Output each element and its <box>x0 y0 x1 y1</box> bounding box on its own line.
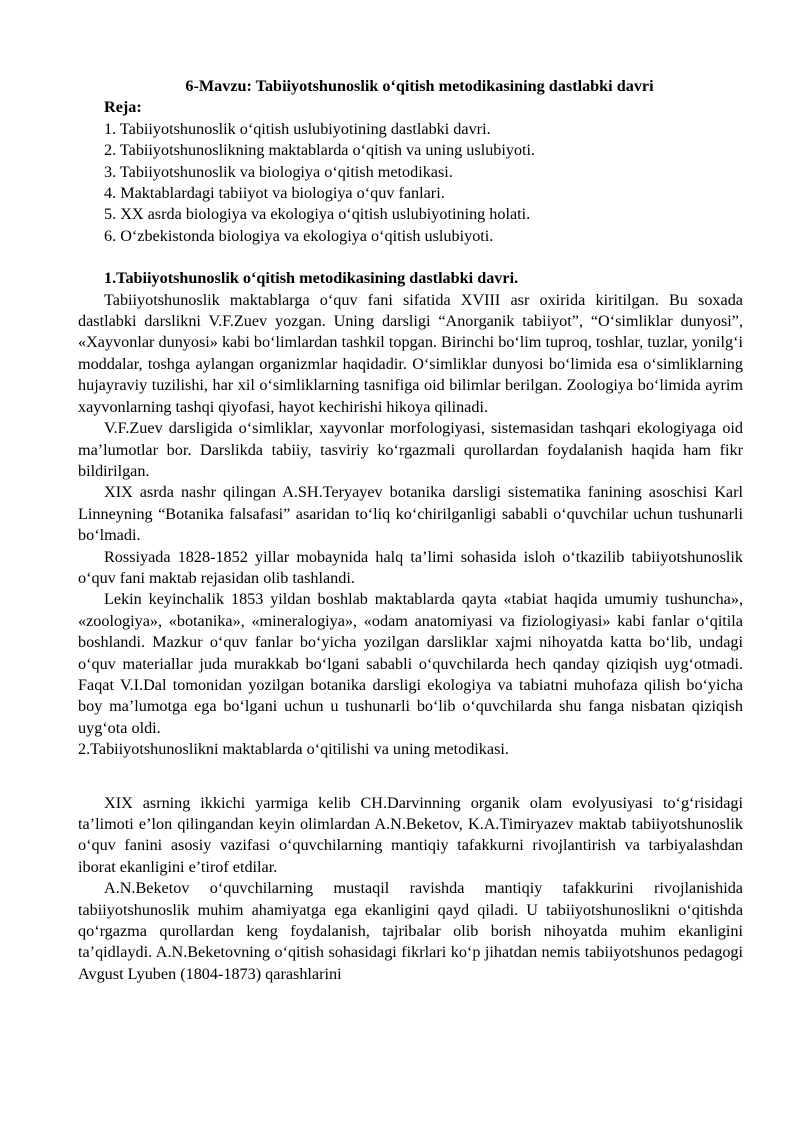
document-page <box>78 76 743 985</box>
plan-heading: Reja: <box>104 98 142 117</box>
paragraph: XIX asrning ikkichi yarmiga kelib CH.Darvinning organik olam evolyusiyasi to‘g‘risidagi ta’limoti e’lon qilingandan keyin olimlardan A.N.Beketov, K.A.Timiryazev maktab tabiiyotshunoslik o‘quv fanini asosiy vazifasi o‘quvchilarning mantiqiy tafakkurni rivojlantirish va tarbiyalashdan iborat ekanligini e’tirof etdilar. <box>78 793 743 876</box>
paragraph: V.F.Zuev darsligida o‘simliklar, xayvonlar morfologiyasi, sistemasidan tashqari ekologiyaga oid ma’lumotlar bor. Darslikda tabiiy, tasviriy ko‘rgazmali qurollardan foydalanish haqida ham fikr bildirilgan. <box>78 419 743 480</box>
paragraph: A.N.Beketov o‘quvchilarning mustaqil ravishda mantiqiy tafakkurini rivojlanishida tabiiyotshunoslik muhim ahamiyatga ega ekanligini qayd qiladi. U tabiiyotshunoslikni o‘qitishda qo‘rgazma qurollardan keng foydalanish, tajribalar olib borish nihoyatda muhim ekanligini ta’qidlaydi. A.N.Beketovning o‘qitish sohasidagi fikrlari ko‘p jihatdan nemis tabiiyotshunos pedagogi Avgust Lyuben (1804-1873) qarashlarini <box>78 879 743 983</box>
plan-item: 4. Maktablardagi tabiiyot va biologiya o‘quv fanlari. <box>104 184 445 203</box>
section-1-heading: 1.Tabiiyotshunoslik o‘qitish metodikasining dastlabki davri. <box>104 269 519 288</box>
paragraph: Lekin keyinchalik 1853 yildan boshlab maktablarda qayta «tabiat haqida umumiy tushuncha», «zoologiya», «botanika», «mineralogiya», «odam anatomiyasi va fiziologiyasi» kabi fanlar o‘qitila boshlandi. Mazkur o‘quv fanlar bo‘yicha yozilgan darsliklar xajmi nihoyatda katta bo‘lib, undagi o‘quv materiallar juda murakkab bo‘lgani sababli o‘quvchilarda hech qanday qiziqish uyg‘otmadi. Faqat V.I.Dal tomonidan yozilgan botanika darsligi ekologiya va tabiatni muhofaza qilish bo‘yicha boy ma’lumotga ega bo‘lgani uchun u tushunarli bo‘lib o‘quvchilarda shu fanga nisbatan qiziqish uyg‘ota oldi. <box>78 590 743 737</box>
paragraph: XIX asrda nashr qilingan A.SH.Teryayev botanika darsligi sistematika fanining asoschisi Karl Linneyning “Botanika falsafasi” asaridan to‘liq ko‘chirilganligi sababli o‘quvchilar uchun tushunarli bo‘lmadi. <box>78 483 743 545</box>
plan-list <box>78 119 743 247</box>
section-2-heading: 2.Tabiiyotshunoslikni maktablarda o‘qitilishi va uning metodikasi. <box>78 740 509 759</box>
plan-item: 5. XX asrda biologiya va ekologiya o‘qitish uslubiyotining holati. <box>104 205 531 224</box>
paragraph: Tabiiyotshunoslik maktablarga o‘quv fani sifatida XVIII asr oxirida kiritilgan. Bu soxada dastlabki darslikni V.F.Zuev yozgan. Uning darsligi “Anorganik tabiiyot”, “O‘simliklar dunyosi”, «Xayvonlar dunyosi» kabi bo‘limlardan tashkil topgan. Birinchi bo‘lim tuproq, toshlar, tuzlar, yonilg‘i moddalar, toshga aylangan organizmlar haqidadir. O‘simliklar dunyosi bo‘limida esa o‘simliklarning hujayraviy tuzilishi, har xil o‘simliklarning tasnifiga oid bilimlar berilgan. Zoologiya bo‘limida ayrim xayvonlarning tashqi qiyofasi, hayot kechirishi hikoya qilinadi. <box>78 290 743 416</box>
plan-item: 1. Tabiiyotshunoslik o‘qitish uslubiyotining dastlabki davri. <box>104 119 491 138</box>
plan-item: 6. O‘zbekistonda biologiya va ekologiya o‘qitish uslubiyoti. <box>104 226 494 245</box>
plan-item: 2. Tabiiyotshunoslikning maktablarda o‘qitish va uning uslubiyoti. <box>104 141 536 160</box>
document-title: 6-Mavzu: Tabiiyotshunoslik o‘qitish metodikasining dastlabki davri <box>185 77 654 95</box>
spacer <box>78 761 743 793</box>
spacer <box>78 247 743 268</box>
plan-item: 3. Tabiiyotshunoslik va biologiya o‘qitish metodikasi. <box>104 162 453 181</box>
paragraph: Rossiyada 1828-1852 yillar mobaynida halq ta’limi sohasida isloh o‘tkazilib tabiiyotshunoslik o‘quv fani maktab rejasidan olib tashlandi. <box>78 547 743 587</box>
